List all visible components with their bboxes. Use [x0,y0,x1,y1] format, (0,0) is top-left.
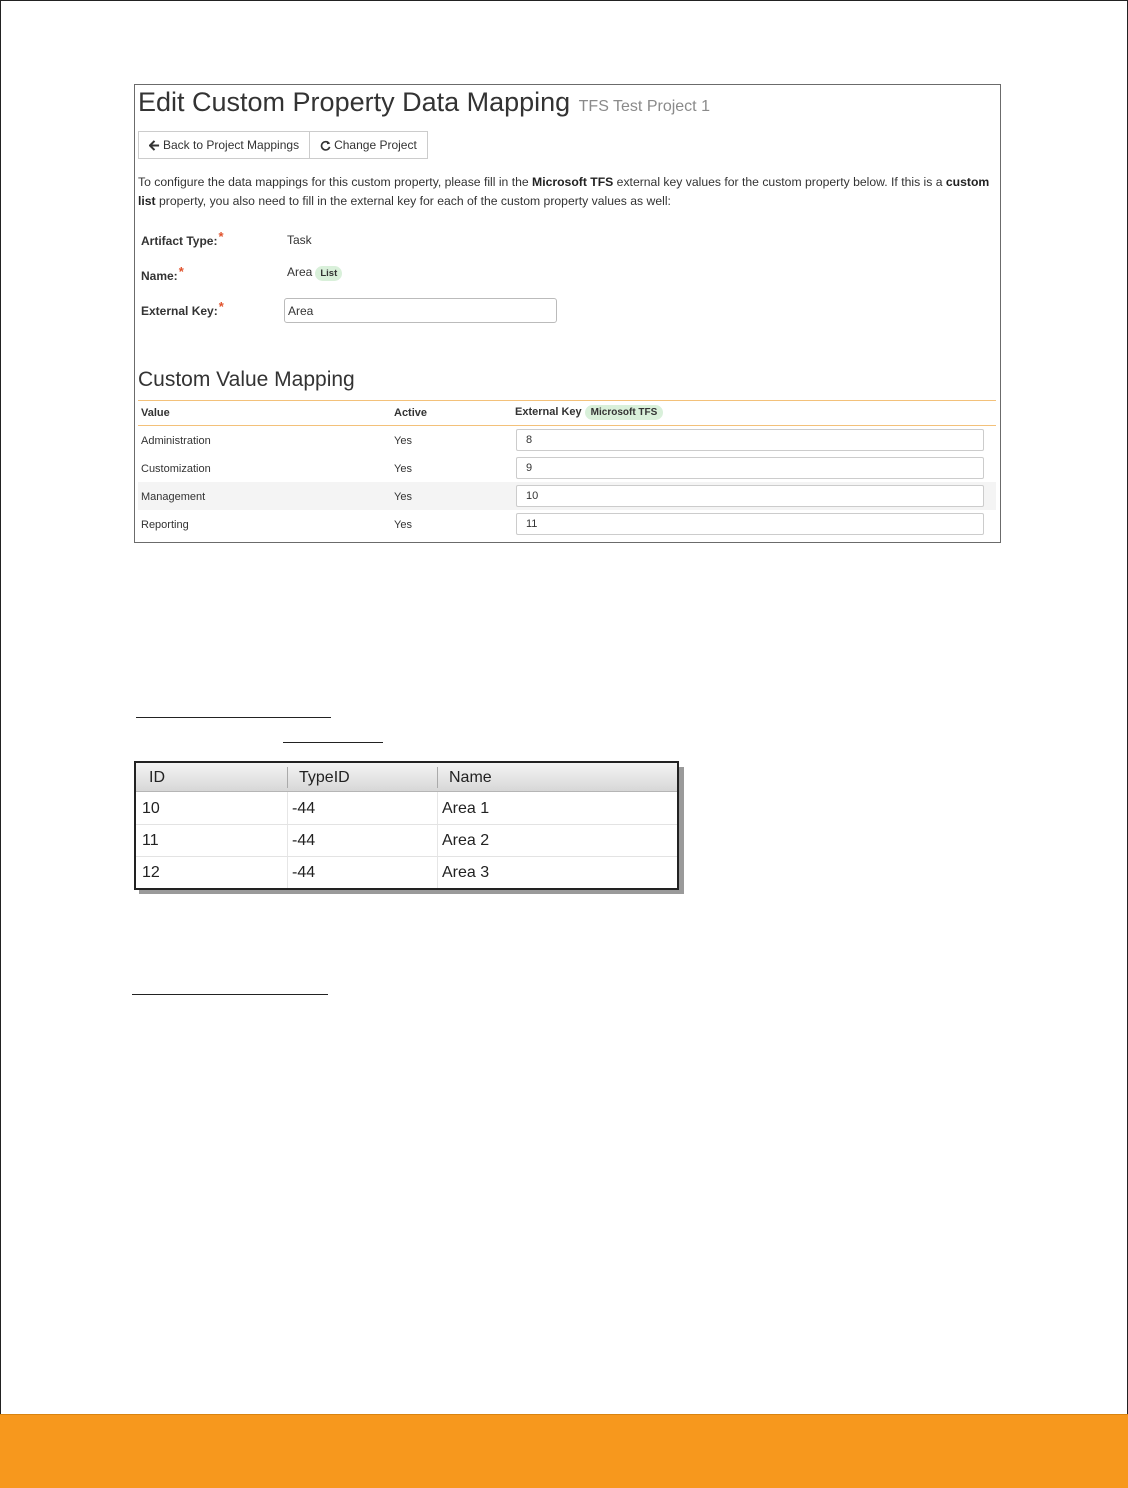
text-underline [136,717,331,718]
back-to-project-mappings-button[interactable] [138,131,310,159]
external-key-column-header [515,405,663,420]
table-row[interactable] [136,857,677,889]
back-button-label: Back to Project Mappings [163,138,300,152]
external-key-input[interactable]: 10 [516,485,984,507]
required-marker: * [218,299,224,314]
table-row [138,510,996,538]
list-badge: List [315,266,342,281]
change-project-label: Change Project [334,138,417,152]
footer-bar [0,1414,1128,1488]
name-column-header[interactable]: Name [449,769,492,786]
table-row [138,482,996,510]
name-label [141,264,184,283]
intro-text-3: property, you also need to fill in the external key for each of the custom property values as well: [155,194,671,208]
instructions-text [138,173,998,211]
name-cell: Area 1 [442,800,490,817]
external-key-label [141,299,224,318]
refresh-icon [320,140,331,151]
name-value-text: Area [287,265,313,279]
active-cell: Yes [394,435,412,447]
page-title: Edit Custom Property Data Mapping [138,87,571,117]
external-key-input[interactable]: 8 [516,429,984,451]
value-cell: Management [141,491,206,503]
typeid-column-header[interactable]: TypeID [299,769,350,786]
active-cell: Yes [394,519,412,531]
name-cell: Area 3 [442,864,490,881]
required-marker: * [218,229,224,244]
grid-header [136,763,677,792]
value-cell: Customization [141,463,211,475]
external-key-input[interactable]: 9 [516,457,984,479]
page-header [138,87,710,118]
change-project-button[interactable] [310,131,428,159]
table-row [138,454,996,482]
project-name: TFS Test Project 1 [578,98,710,115]
typeid-cell: -44 [292,800,316,817]
value-cell: Reporting [141,519,189,531]
column-separator [437,767,438,788]
external-key-input[interactable]: Area [284,298,557,323]
external-key-label-text: External Key: [141,304,218,318]
column-separator [287,767,288,788]
name-cell: Area 2 [442,832,490,849]
id-cell: 11 [142,832,159,849]
database-results-grid [134,761,679,890]
name-value [287,265,342,281]
intro-bold-2: custom list [138,175,990,208]
section-divider [138,400,996,401]
text-underline [132,994,328,995]
intro-bold-1: Microsoft TFS [532,175,614,189]
arrow-left-icon [149,140,160,151]
id-cell: 12 [142,864,160,881]
intro-text-2: external key values for the custom property below. If this is a [613,175,946,189]
required-marker: * [178,264,184,279]
artifact-type-label-text: Artifact Type: [141,234,218,248]
toolbar [138,131,428,159]
active-column-header: Active [394,407,428,419]
value-cell: Administration [141,435,211,447]
table-row[interactable] [136,793,677,825]
text-underline [283,742,383,743]
external-key-input[interactable]: 11 [516,513,984,535]
table-row[interactable] [136,825,677,857]
custom-property-mapping-screenshot [134,84,1001,543]
artifact-type-value: Task [287,233,312,247]
table-row [138,426,996,454]
custom-value-mapping-title: Custom Value Mapping [138,368,355,391]
typeid-cell: -44 [292,864,316,881]
intro-text-1: To configure the data mappings for this custom property, please fill in the [138,175,533,189]
active-cell: Yes [394,491,412,503]
name-label-text: Name: [141,269,178,283]
typeid-cell: -44 [292,832,316,849]
value-column-header: Value [141,407,170,419]
id-cell: 10 [142,800,160,817]
id-column-header[interactable]: ID [149,769,165,786]
external-key-header-text: External Key [515,406,582,418]
microsoft-tfs-badge: Microsoft TFS [585,405,664,420]
active-cell: Yes [394,463,412,475]
artifact-type-label [141,229,224,248]
